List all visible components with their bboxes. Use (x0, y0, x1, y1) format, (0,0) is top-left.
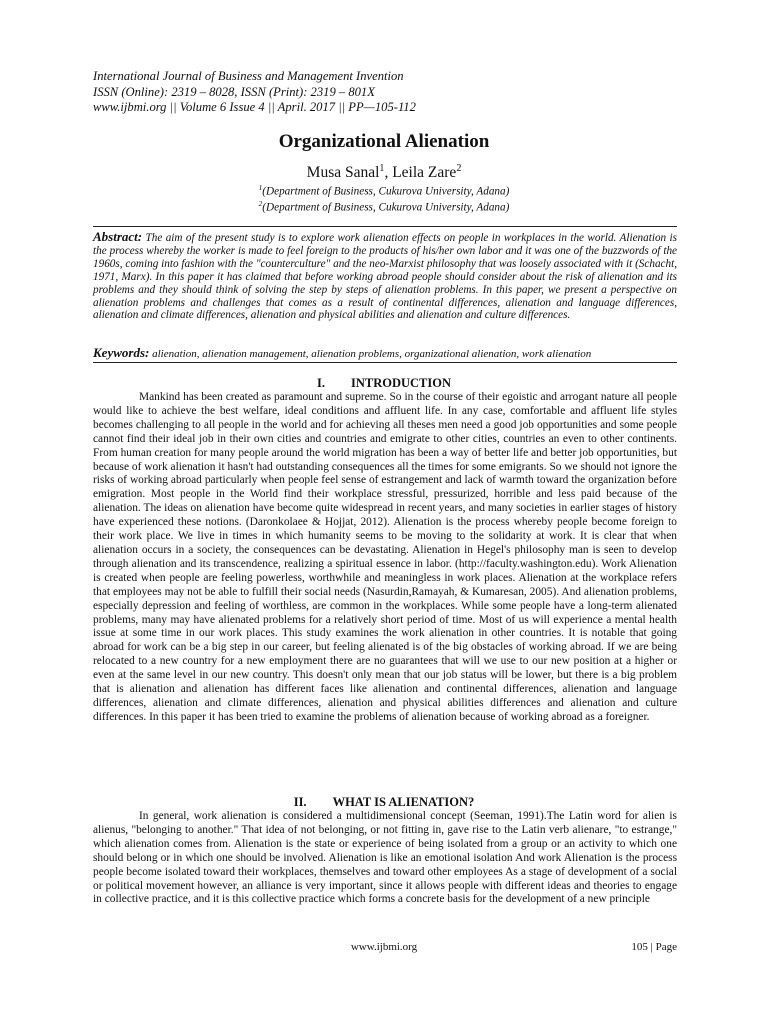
journal-volume-line: www.ijbmi.org || Volume 6 Issue 4 || April. 2017 || PP—105-112 (93, 100, 416, 114)
affiliation-text: (Department of Business, Cukurova University, Adana) (262, 201, 510, 214)
keywords-label: Keywords: (93, 345, 150, 360)
affiliation-text: (Department of Business, Cukurova University, Adana) (262, 185, 510, 198)
section-number: I. (316, 376, 325, 390)
keywords-text: alienation, alienation management, alienation problems, organizational alienation, work alienation (152, 348, 592, 360)
author-separator: , (384, 164, 393, 182)
paper-title: Organizational Alienation (278, 131, 490, 152)
author-name: Musa Sanal (306, 164, 380, 182)
abstract-label: Abstract: (93, 229, 143, 244)
journal-issn: ISSN (Online): 2319 – 8028, ISSN (Print): 2319 – 801X (93, 84, 375, 99)
what-is-alienation-body (93, 810, 677, 907)
abstract-bottom-rule (93, 362, 677, 363)
footer-site-link[interactable]: www.ijbmi.org (350, 941, 418, 953)
journal-header (93, 69, 693, 116)
author-superscript: 1 (379, 163, 385, 174)
footer-page-number: 105 | Page (631, 941, 677, 953)
section-title: INTRODUCTION (350, 376, 451, 390)
affiliation (0, 184, 768, 198)
abstract-top-rule (93, 226, 677, 227)
abstract-text: The aim of the present study is to explore work alienation effects on people in workplaces in the world. Alienation is the process whereby the worker is made to feel foreign to the products of his/her own labor and it was one of the buzzwords of the 1960s, coming into fashion with the "counterculture" and the neo-Marxist philosophy that was loosely associated with it (Schacht, 1971, Marx). In this paper it has claimed that before working abroad people should consider about the risk of alienation and its problems and they should think of solving the step by steps of alienation problems. In this paper, we present a perspective on alienation problems and challenges that comes as a result of continental differences, alienation and language differences, alienation and climate differences, alienation and physical abilities and alienation and culture differences. (93, 232, 677, 322)
affiliation-superscript: 2 (258, 200, 263, 208)
keywords (93, 345, 693, 361)
author-list (0, 163, 768, 182)
section-number: II. (293, 795, 307, 809)
affiliation-superscript: 1 (258, 184, 263, 192)
introduction-body (93, 391, 677, 725)
section-heading-introduction (0, 376, 768, 391)
paragraph: In general, work alienation is considered a multidimensional concept (Seeman, 1991).The Latin word for alien is alienus, "belonging to another." That idea of not belonging, or not fitting in, gave rise to the Latin verb alienare, "to estrange," which alienation comes from. Alienation is the state or experience of being isolated from a group or an activity to which one should belong or in which one should be involved. Alienation is like an emotional isolation And work Alienation is the process people become isolated toward their workplaces, themselves and toward other employees As a stage of development of a social or political movement however, an alliance is very important, since it allows people with different ideas and theories to engage in collective practice, and it is this collective practice which forms a concrete basis for the development of a new principle (93, 810, 677, 906)
abstract (93, 231, 677, 322)
author-superscript: 2 (456, 163, 462, 174)
paragraph: Mankind has been created as paramount and supreme. So in the course of their egoistic and arrogant nature all people would like to achieve the best welfare, ideal conditions and affluent life. In any case, comfortable and affluent life styles becomes challenging to all people in the world and for achieving all theses men need a good job opportunities and some people cannot find their ideal job in their own cities and countries and emigrate to other cities, countries an even to other continents. From human creation for many people around the world migration has been a way of better life and better job opportunities, but because of work alienation it hasn't had outstanding consequences all the times for some emigrants. So we should not ignore the risks of working abroad particularly when people feel sense of estrangement and lack of warmth toward the organization before emigration. Most people in the World find their workplace stressful, pressurized, horrible and less paid because of the alienation. The ideas on alienation have become quite widespread in recent years, and many societies in earlier stages of history have experienced these notions. (Daronkolaee & Hojjat, 2012). Alienation is the process whereby people become foreign to their work place. We live in times in which humanity seems to be moving to the solidarity at work. It is clear that when alienation occurs in a society, the consequences can be devastating. Alienation in Hegel's philosophy man is seen to develop through alienation and its transcendence, realizing a spiritual essence in labor. (http://faculty.washington.edu). Work Alienation is created when people are feeling powerless, worthwhile and meaningless in work places. Alienation at the workplace refers that employees may not be able to fulfill their social needs (Nasurdin,Ramayah, & Kumaresan, 2005). And alienation problems, especially depression and feeling of worthless, are common in the workplaces. While some people have a long-term alienated problems, many may have alienated problems for a relatively short period of time. Most of us will experience a mental health issue at some time in our work places. This study examines the work alienation in other countries. It is notable that going abroad for work can be a big step in our career, but feeling alienated is of the big obstacles of working abroad. If we are being relocated to a new country for a new employment there are no guarantees that will we use to our new position at a higher or even at the same level in our new country. This doesn't only mean that our job status will be lower, but there is a big problem that is alienation and alienation has different faces like alienation and continental differences, alienation and language differences, alienation and climate differences, alienation and physical abilities differences and alienation and culture differences. In this paper it has been tried to examine the problems of alienation because of working abroad as a foreigner. (93, 391, 677, 723)
journal-name: International Journal of Business and Management Invention (93, 69, 404, 83)
affiliation (0, 200, 768, 214)
section-title: WHAT IS ALIENATION? (332, 795, 475, 809)
section-heading-what-is-alienation (0, 795, 768, 810)
author-name: Leila Zare (392, 164, 457, 182)
